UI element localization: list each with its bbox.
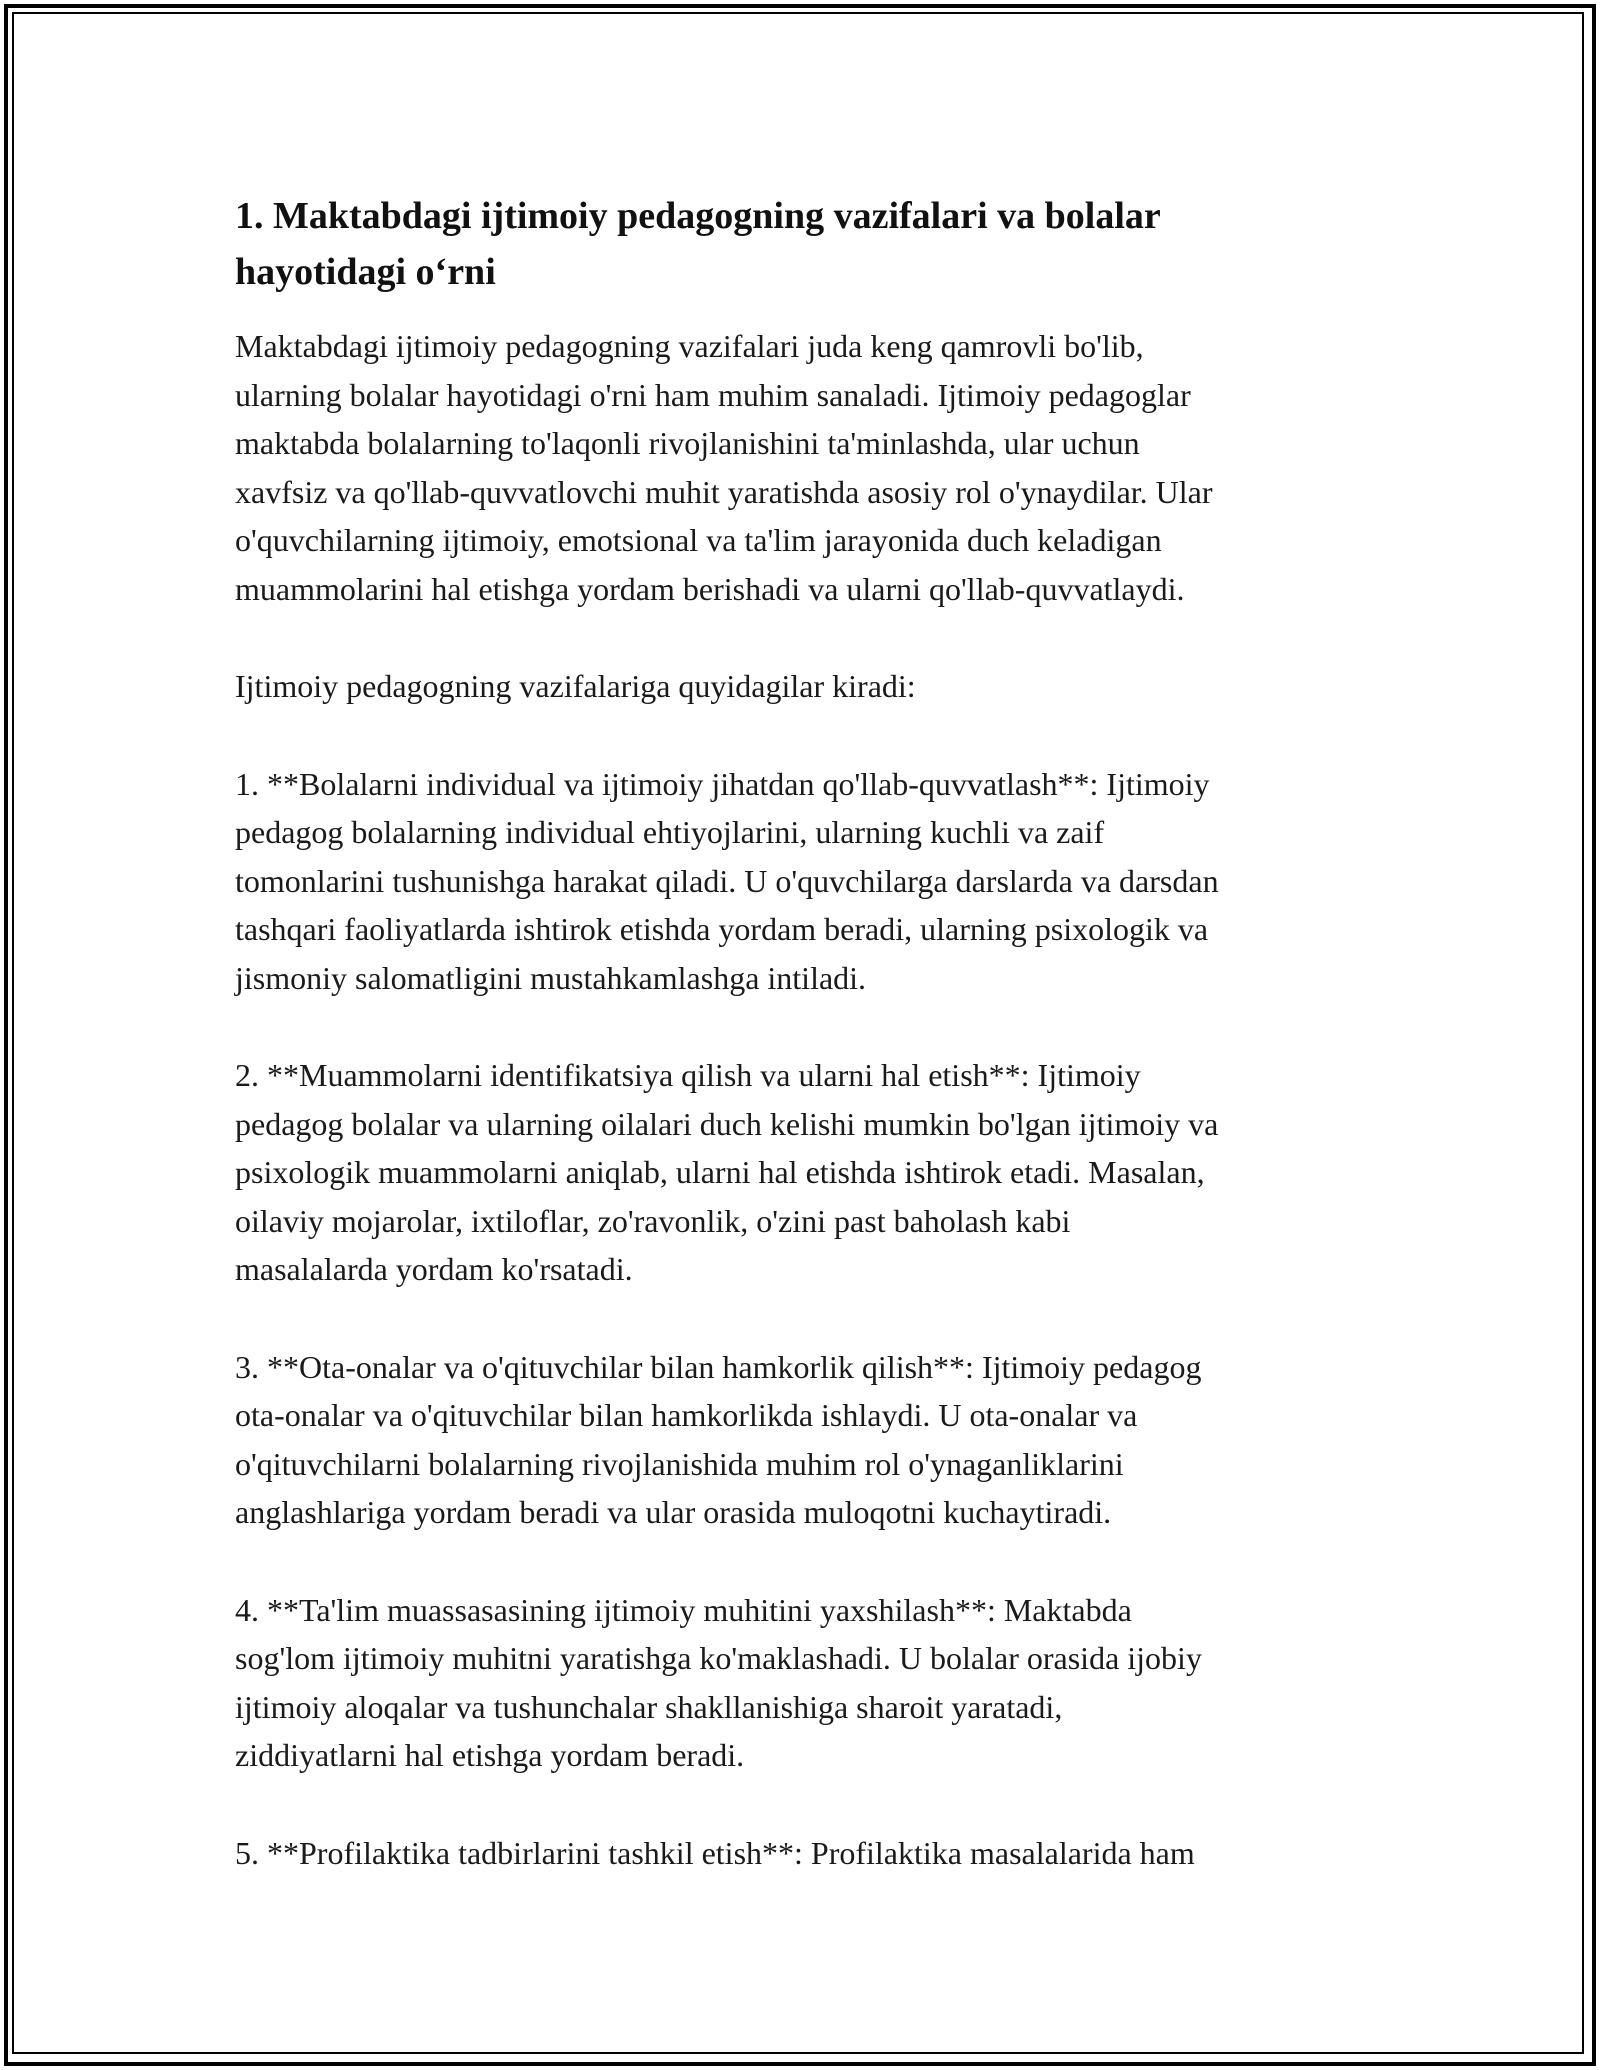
list-item: 5. **Profilaktika tadbirlarini tashkil etish**: Profilaktika masalalarida ham xyxy=(235,1834,1195,1871)
document-title: 1. Maktabdagi ijtimoiy pedagogning vazifalari va bolalar hayotidagi o‘rni xyxy=(235,195,1161,293)
list-item: 2. **Muammolarni identifikatsiya qilish va ularni hal etish**: Ijtimoiy pedagog bolalar va ularning oilalari duch kelishi mumkin bo'lgan ijtimoiy va psixologik muammolarni aniqlab, ularni hal etishda ishtirok etadi. Masalan, oilaviy mojarolar, ixtiloflar, zo'ravonlik, o'zini past baholash kabi masalalarda yordam ko'rsatadi. xyxy=(235,1057,1219,1287)
list-item: 4. **Ta'lim muassasasining ijtimoiy muhitini yaxshilash**: Maktabda sog'lom ijtimoiy muhitni yaratishga ko'maklashadi. U bolalar orasida ijobiy ijtimoiy aloqalar va tushunchalar shakllanishiga sharoit yaratadi, ziddiyatlarni hal etishga yordam beradi. xyxy=(235,1591,1202,1773)
lead-in-paragraph: Ijtimoiy pedagogning vazifalariga quyidagilar kiradi: xyxy=(235,668,916,704)
list-item: 3. **Ota-onalar va o'qituvchilar bilan hamkorlik qilish**: Ijtimoiy pedagog ota-onalar va o'qituvchilar bilan hamkorlikda ishlaydi. U ota-onalar va o'qituvchilarni bolalarning rivojlanishida muhim rol o'ynaganliklarini anglashlariga yordam beradi va ular orasida muloqotni kuchaytiradi. xyxy=(235,1348,1202,1530)
document-body xyxy=(235,188,1385,1877)
intro-paragraph: Maktabdagi ijtimoiy pedagogning vazifalari juda keng qamrovli bo'lib, ularning bolalar hayotidagi o'rni ham muhim sanaladi. Ijtimoiy pedagoglar maktabda bolalarning to'laqonli rivojlanishini ta'minlashda, ular uchun xavfsiz va qo'llab-quvvatlovchi muhit yaratishda asosiy rol o'ynaydilar. Ular o'quvchilarning ijtimoiy, emotsional va ta'lim jarayonida duch keladigan muammolarini hal etishga yordam berishadi va ularni qo'llab-quvvatlaydi. xyxy=(235,328,1213,607)
list-item: 1. **Bolalarni individual va ijtimoiy jihatdan qo'llab-quvvatlash**: Ijtimoiy pedagog bolalarning individual ehtiyojlarini, ularning kuchli va zaif tomonlarini tushunishga harakat qiladi. U o'quvchilarga darslarda va darsdan tashqari faoliyatlarda ishtirok etishda yordam beradi, ularning psixologik va jismoniy salomatligini mustahkamlashga intiladi. xyxy=(235,765,1219,996)
